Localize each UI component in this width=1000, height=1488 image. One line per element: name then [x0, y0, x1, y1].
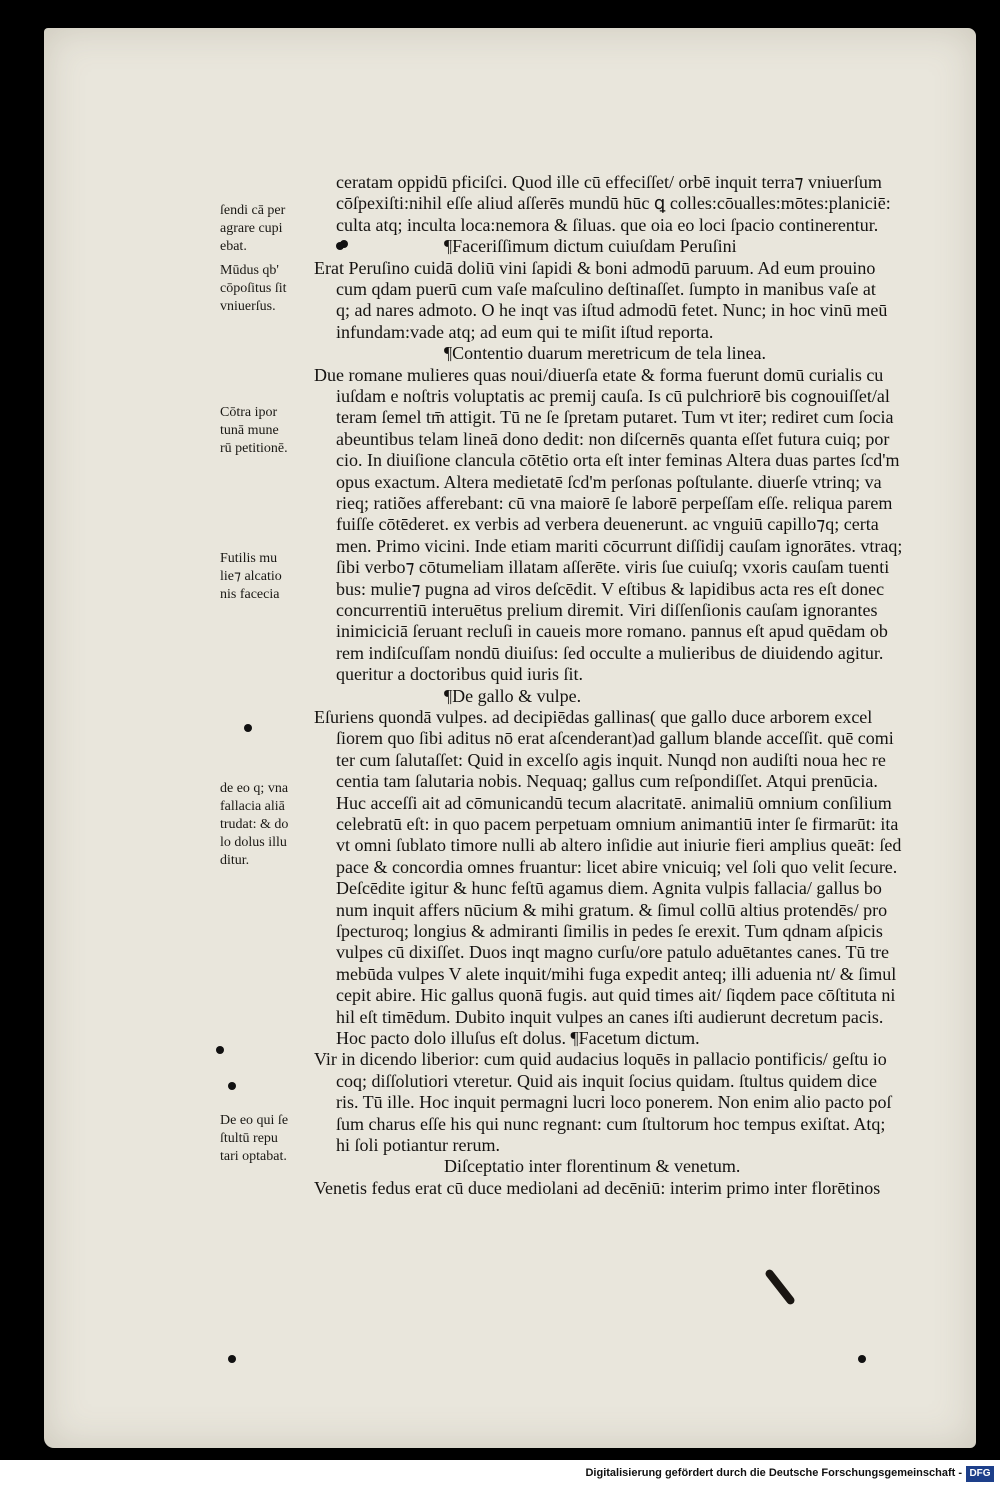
- text-line: opus exactum. Altera medietatē ſcd'm perſonas poſtulante. diuerſe vtrinq; va: [336, 471, 882, 492]
- text-line: fuiſſe cōtēderet. ex verbis ad verbera deuenerunt. ac vnguiū capillo⁊q; certa: [336, 514, 879, 535]
- text-line: Erat Peruſino cuidā doliū vini ſapidi & boni admodū paruum. Ad eum prouino: [314, 257, 876, 278]
- margin-note: [220, 1112, 318, 1166]
- text-line: ſibi verbo⁊ cōtumeliam illatam aſſerēte. viris ſue cuiuſq; vxoris cauſam tuenti: [336, 557, 890, 578]
- text-line: celebratū eſt: in quo pacem perpetuam omnium animantiū inter ſe firmarūt: ita: [336, 814, 899, 834]
- text-line: q; ad nares admoto. O he inqt vas iſtud admodū fetet. Nunc; in hoc vinū meū: [336, 300, 888, 321]
- margin-note-line: tari optabat.: [220, 1149, 287, 1164]
- margin-note: [220, 550, 318, 604]
- margin-note-line: agrare cupi: [220, 221, 283, 236]
- margin-note-line: De eo qui ſe: [220, 1113, 289, 1128]
- text-line: Vir in dicendo liberior: cum quid audacius loquēs in pallacio pontificis/ geſtu io: [314, 1049, 887, 1070]
- section-heading: Diſceptatio inter florentinum & venetum.: [444, 1156, 741, 1177]
- text-line: cepit abire. Hic gallus quonā fugis. aut quid times ait/ ſiqdem pace cōſtituta ni: [336, 985, 896, 1006]
- margin-note-line: ebat.: [220, 239, 247, 254]
- text-line: num inquit affers nūcium & mihi gratum. & ſimul collū altius protendēs/ pro: [336, 899, 888, 920]
- margin-note-line: rū petitionē.: [220, 441, 288, 456]
- funding-credit: Digitalisierung gefördert durch die Deutsche Forschungsgemeinschaft -: [585, 1467, 962, 1479]
- text-line: vt omni ſublato timore nulli ab altero inſidie aut iniurie fieri amplius queāt: ſed: [336, 835, 902, 856]
- text-line: infundam:vade atq; ad eum qui te miſit iſtud reporta.: [336, 321, 714, 342]
- text-line: ris. Tū ille. Hoc inquit permagni lucri loco ponerem. Non enim alio pacto poſ: [336, 1092, 892, 1113]
- text-line: Due romane mulieres quas noui/diuerſa etate & forma fuerunt domū curialis cu: [314, 364, 884, 385]
- margin-note-line: vniuerſus.: [220, 299, 276, 314]
- margin-note-line: Mūdus qb': [220, 263, 279, 278]
- margin-note-line: cōpoſitus ſit: [220, 281, 287, 296]
- text-line: concurrentiū interuētus prelium diremit. Viri diſſenſionis cauſam ignorantes: [336, 600, 878, 620]
- text-line: pace & concordia omnes fruantur: licet abire vnicuiq; vel ſoli quo velit ſecure.: [336, 856, 898, 877]
- dfg-logo: DFG: [966, 1466, 994, 1482]
- footer-bar: [0, 1460, 1000, 1488]
- text-line: Huc acceſſi ait ad cōmunicandū tecum alacritatē. animaliū omnium conſilium: [336, 792, 892, 813]
- text-line: centia tam ſalutaria nobis. Nequaq; gallus cum reſpondiſſet. Atqui prenūcia.: [336, 771, 878, 792]
- margin-note-line: trudat: & do: [220, 817, 289, 832]
- text-line: men. Primo vicini. Inde etiam mariti cōcurrunt diſſidij cauſam ignorātes. vtraq;: [336, 535, 903, 556]
- text-line: ſum charus eſſe his qui nunc regnant: cum ſtultorum hoc tempus exiſtat. Atq;: [336, 1113, 886, 1134]
- section-heading: ¶De gallo & vulpe.: [444, 685, 582, 706]
- margin-note-line: de eo q; vna: [220, 781, 289, 796]
- ink-dot: [244, 724, 252, 732]
- text-line: vulpes cū dixiſſet. Duos inqt magno curſu/ore patulo aduētantes canes. Tū tre: [336, 942, 890, 963]
- margin-note-line: Cōtra ipor: [220, 405, 278, 420]
- section-heading: ¶Faceriſſimum dictum cuiuſdam Peruſini: [444, 236, 737, 257]
- text-line: Deſcēdite igitur & hunc feſtū agamus diem. Agnita vulpis fallacia/ gallus bo: [336, 878, 882, 899]
- margin-note-line: Futilis mu: [220, 551, 278, 566]
- text-line: coq; diſſolutiori vteretur. Quid ais inquit ſocius quidam. ſtultus quidem dice: [336, 1070, 877, 1091]
- ink-dot: [216, 1046, 224, 1054]
- margin-note-line: ditur.: [220, 853, 250, 868]
- text-line: Venetis fedus erat cū duce mediolani ad decēniū: interim primo inter florētinos: [314, 1177, 881, 1198]
- ink-dot: [858, 1355, 866, 1363]
- text-line: mebūda vulpes V alete inquit/mihi fuga expedit anteq; illi aduenia nt/ & ſimul: [336, 963, 897, 984]
- margin-note-line: tunā mune: [220, 423, 279, 438]
- text-line: hi ſoli potiantur rerum.: [336, 1135, 500, 1155]
- margin-note: [220, 780, 318, 870]
- book-page: [44, 28, 976, 1448]
- ink-dot: [228, 1355, 236, 1363]
- margin-note-line: lie⁊ alcatio: [220, 569, 282, 584]
- text-line: Hoc pacto dolo illuſus eſt dolus. ¶Facetum dictum.: [336, 1028, 700, 1048]
- text-line: rieq; ratiões afferebant: cū vna maiorē ſe laborē perpeſſam eſſe. reliqua parem: [336, 493, 893, 513]
- text-line: queritur a doctoribus quid iuris ſit.: [336, 664, 583, 685]
- text-line: cum qdam puerū cum vaſe maſculino deſtinaſſet. ſumpto in manibus vaſe at: [336, 279, 876, 299]
- margin-note: [220, 404, 318, 458]
- margin-note-line: ſtultū repu: [220, 1131, 278, 1146]
- text-line: ceratam oppidū pficiſci. Quod ille cū effeciſſet/ orbē inquit terra⁊ vniuerſum: [336, 172, 882, 192]
- ink-dot: [336, 242, 344, 250]
- margin-note: [220, 202, 318, 256]
- text-line: ſpecturoq; longius & admiranti ſimilis in pedes ſe erexit. Tum qdnam aſpicis: [336, 921, 883, 941]
- margin-note-line: lo dolus illu: [220, 835, 287, 850]
- section-heading: ¶Contentio duarum meretricum de tela linea.: [444, 343, 767, 364]
- text-line: ſiorem quo ſibi aditus nō erat aſcenderant)ad gallum blande acceſſit. quē comi: [336, 728, 894, 749]
- text-line: Eſuriens quondā vulpes. ad decipiēdas gallinas( que gallo duce arborem excel: [314, 707, 873, 727]
- margin-note-line: ſendi cā per: [220, 203, 286, 218]
- margin-note: [220, 262, 318, 316]
- margin-note-line: fallacia aliā: [220, 799, 285, 814]
- text-line: hil eſt timēdum. Dubito inquit vulpes an canes iſti audierunt decretum pacis.: [336, 1006, 884, 1027]
- text-line: culta atq; inculta loca:nemora & ſiluas. que oia eo loci ſpacio continerentur.: [336, 214, 879, 235]
- text-line: iuſdam e noſtris voluptatis ac premij cauſa. Is cū pulchriorē bis cognouiſſet/al: [336, 386, 890, 406]
- ink-dot: [228, 1082, 236, 1090]
- ink-stroke: [764, 1268, 796, 1306]
- text-line: abeuntibus telam lineā dono dedit: non diſcernēs quanta eſſet futura cuiq; por: [336, 428, 890, 449]
- text-line: cōſpexiſti:nihil eſſe aliud aſſerēs mundū hūc ꝗ colles:cōualles:mōtes:planiciē:: [336, 193, 891, 214]
- text-line: ter cum ſalutaſſet: Quid in excelſo agis inquit. Nunqd non audiſti noua hec re: [336, 749, 886, 770]
- text-line: bus: mulie⁊ pugna ad viros deſcēdit. V eſtibus & lapidibus acta res eſt donec: [336, 578, 885, 599]
- text-line: rem indiſcuſſam nondū diuiſus: ſed occulte a mulieribus de diuidendo agitur.: [336, 642, 884, 663]
- text-line: cio. In diuiſione clancula cōtētio orta eſt inter feminas Altera duas partes ſcd'm: [336, 450, 900, 471]
- margin-note-line: nis facecia: [220, 587, 280, 602]
- text-line: teram ſemel tm̄ attigit. Tū ne ſe ſpretam putaret. Tum vt iter; rediret cum ſocia: [336, 407, 894, 428]
- text-line: inimiciciā ſeruant recluſi in caueis more romano. pannus eſt apud quēdam ob: [336, 621, 888, 642]
